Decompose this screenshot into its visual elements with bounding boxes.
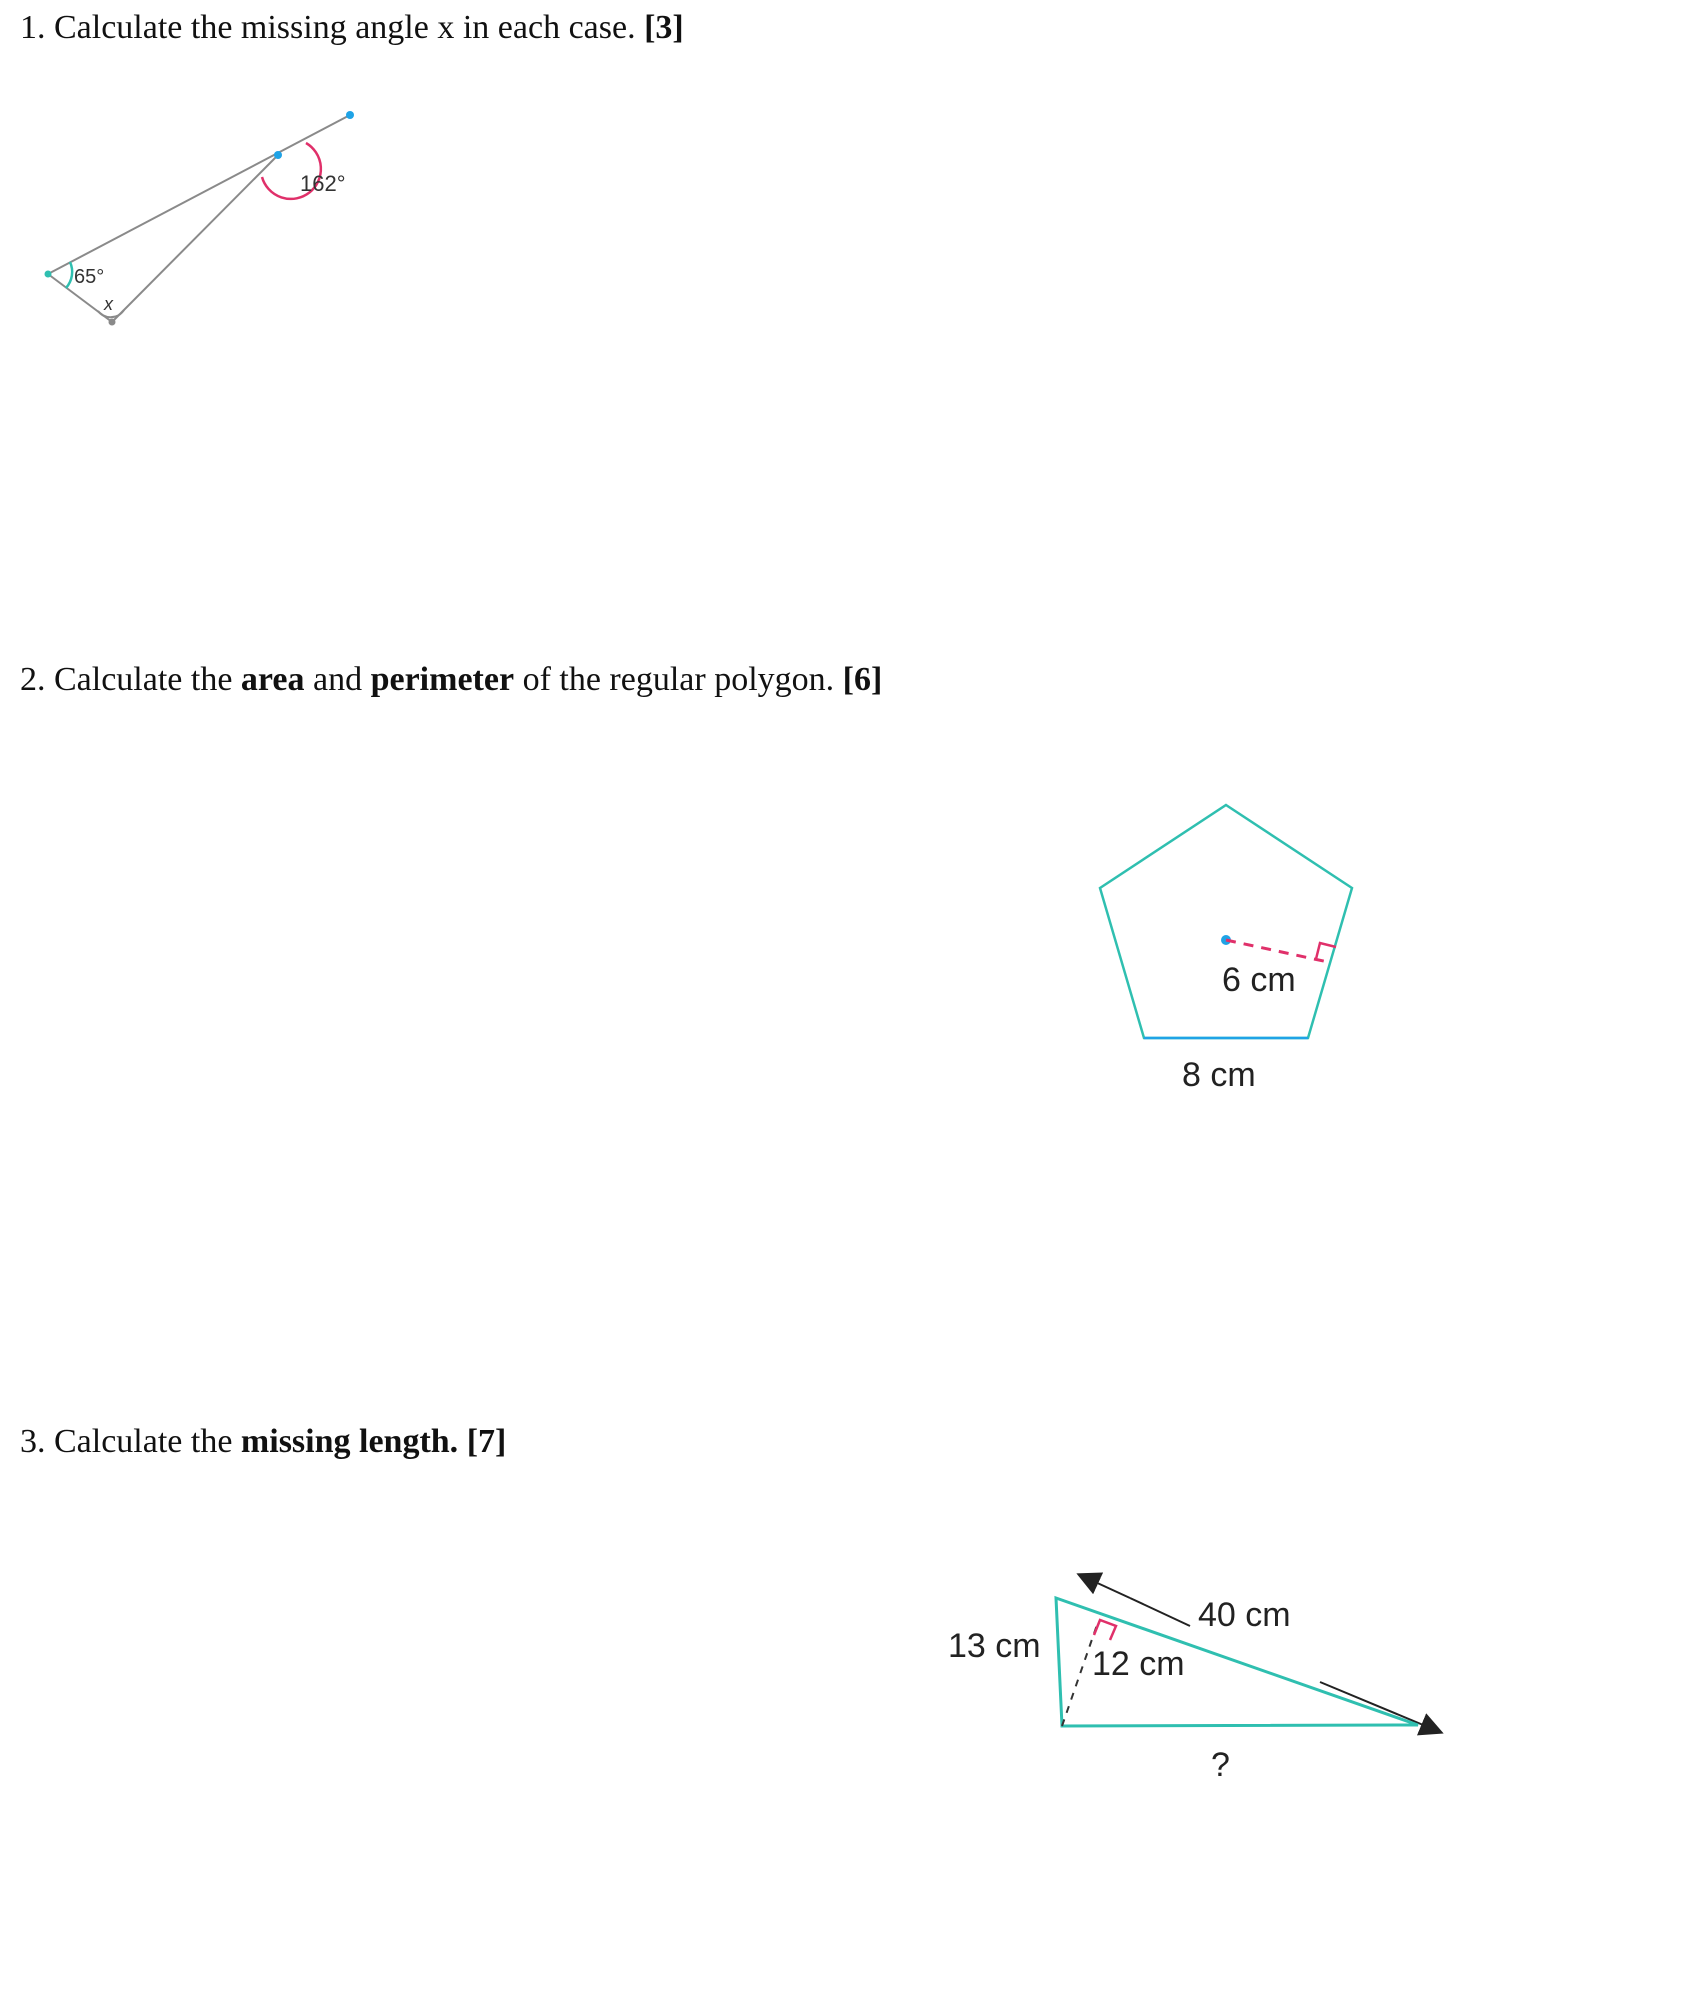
angle-label-x: x [104, 294, 113, 314]
question-text-before: Calculate the [54, 1423, 233, 1460]
question-number: 1. [20, 9, 46, 46]
ray-end [346, 111, 354, 119]
given-angle-arc [66, 262, 72, 288]
question-text-after: of the regular polygon. [522, 661, 835, 698]
question-number: 3. [20, 1423, 46, 1460]
pentagon [1100, 805, 1352, 1038]
short-side-label: 13 cm [948, 1627, 1041, 1665]
question-text-before: Calculate the [54, 661, 233, 698]
vertex-top [274, 151, 282, 159]
question-number: 2. [20, 661, 46, 698]
unknown-side-label: ? [1211, 1746, 1230, 1784]
angle-label-162: 162° [300, 171, 346, 196]
angle-label-65: 65° [74, 266, 105, 288]
keyword-missing-length: missing length. [240, 1423, 459, 1460]
question-text: Calculate the missing angle x in each case. [54, 9, 636, 46]
apothem-line [1226, 940, 1328, 962]
dimension-arrow [1080, 1575, 1130, 1598]
right-side [112, 155, 278, 322]
question-marks: [7] [466, 1423, 507, 1460]
pentagon-diagram [1080, 790, 1420, 1110]
keyword-perimeter: perimeter [370, 661, 515, 698]
question-1 [20, 8, 684, 48]
keyword-area: area [240, 661, 305, 698]
question-marks: [3] [644, 9, 684, 46]
apothem-label: 6 cm [1222, 961, 1296, 999]
triangle-diagram [940, 1540, 1500, 1840]
height-label: 12 cm [1092, 1645, 1185, 1683]
dimension-arrow-segment [1130, 1598, 1190, 1626]
question-2 [20, 660, 882, 700]
question-marks: [6] [842, 661, 883, 698]
angle-diagram [0, 90, 420, 350]
question-text-mid: and [313, 661, 363, 698]
question-3 [20, 1422, 506, 1462]
vertex-left [45, 271, 52, 278]
right-angle-marker [1094, 1620, 1116, 1640]
vertex-bottom [109, 319, 116, 326]
side-label: 8 cm [1182, 1056, 1256, 1094]
hypotenuse-label: 40 cm [1198, 1596, 1291, 1634]
